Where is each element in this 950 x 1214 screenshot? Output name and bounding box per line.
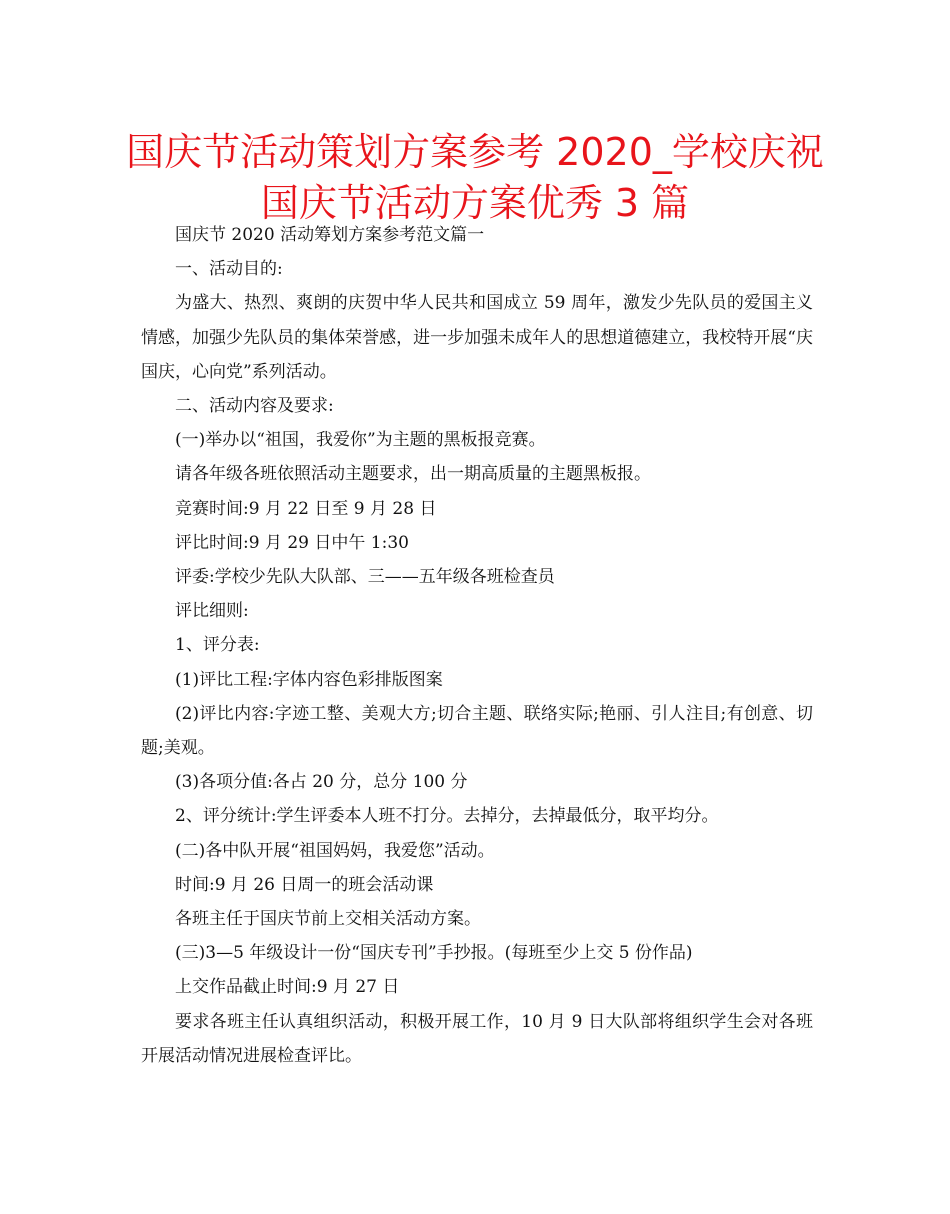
body-paragraph: 1、评分表: [175, 635, 260, 656]
body-paragraph: 评委:学校少先队大队部、三——五年级各班检查员 [175, 567, 555, 588]
body-paragraph: (三)3—5 年级设计一份“国庆专刊”手抄报。(每班至少上交 5 份作品) [175, 943, 693, 964]
body-paragraph: 二、活动内容及要求: [175, 396, 334, 417]
document-title-line-2: 国庆节活动方案优秀 3 篇 [260, 181, 690, 225]
body-paragraph: (一)举办以“祖国，我爱你”为主题的黑板报竞赛。 [175, 430, 546, 451]
body-paragraph: 一、活动目的: [175, 259, 283, 280]
document-title-line-1: 国庆节活动策划方案参考 2020_学校庆祝 [126, 130, 824, 174]
body-paragraph: 时间:9 月 26 日周一的班会活动课 [175, 874, 434, 895]
body-paragraph: 上交作品截止时间:9 月 27 日 [175, 977, 400, 998]
body-paragraph: (二)各中队开展“祖国妈妈，我爱您”活动。 [175, 840, 495, 861]
body-paragraph: (2)评比内容:字迹工整、美观大方;切合主题、联络实际;艳丽、引人注目;有创意、切题;美观。 [141, 703, 813, 759]
body-paragraph: (3)各项分值:各占 20 分，总分 100 分 [175, 772, 468, 793]
document-body [141, 218, 813, 1073]
body-paragraph: 竞赛时间:9 月 22 日至 9 月 28 日 [175, 498, 437, 519]
body-paragraph: 为盛大、热烈、爽朗的庆贺中华人民共和国成立 59 周年，激发少先队员的爱国主义情感，加强少先队员的集体荣誉感，进一步加强未成年人的思想道德建立，我校特开展“庆国庆，心向党”系列活动。 [141, 293, 813, 382]
body-paragraph: (1)评比工程:字体内容色彩排版图案 [175, 669, 443, 690]
body-paragraph: 国庆节 2020 活动筹划方案参考范文篇一 [175, 225, 485, 245]
body-paragraph: 评比细则: [175, 601, 249, 622]
body-paragraph: 请各年级各班依照活动主题要求，出一期高质量的主题黑板报。 [175, 464, 651, 485]
body-paragraph: 评比时间:9 月 29 日中午 1:30 [175, 532, 409, 553]
body-paragraph: 2、评分统计:学生评委本人班不打分。去掉分，去掉最低分，取平均分。 [175, 806, 719, 827]
body-paragraph: 要求各班主任认真组织活动，积极开展工作，10 月 9 日大队部将组织学生会对各班开展活动情况进展检查评比。 [141, 1011, 813, 1066]
body-paragraph: 各班主任于国庆节前上交相关活动方案。 [175, 909, 481, 930]
